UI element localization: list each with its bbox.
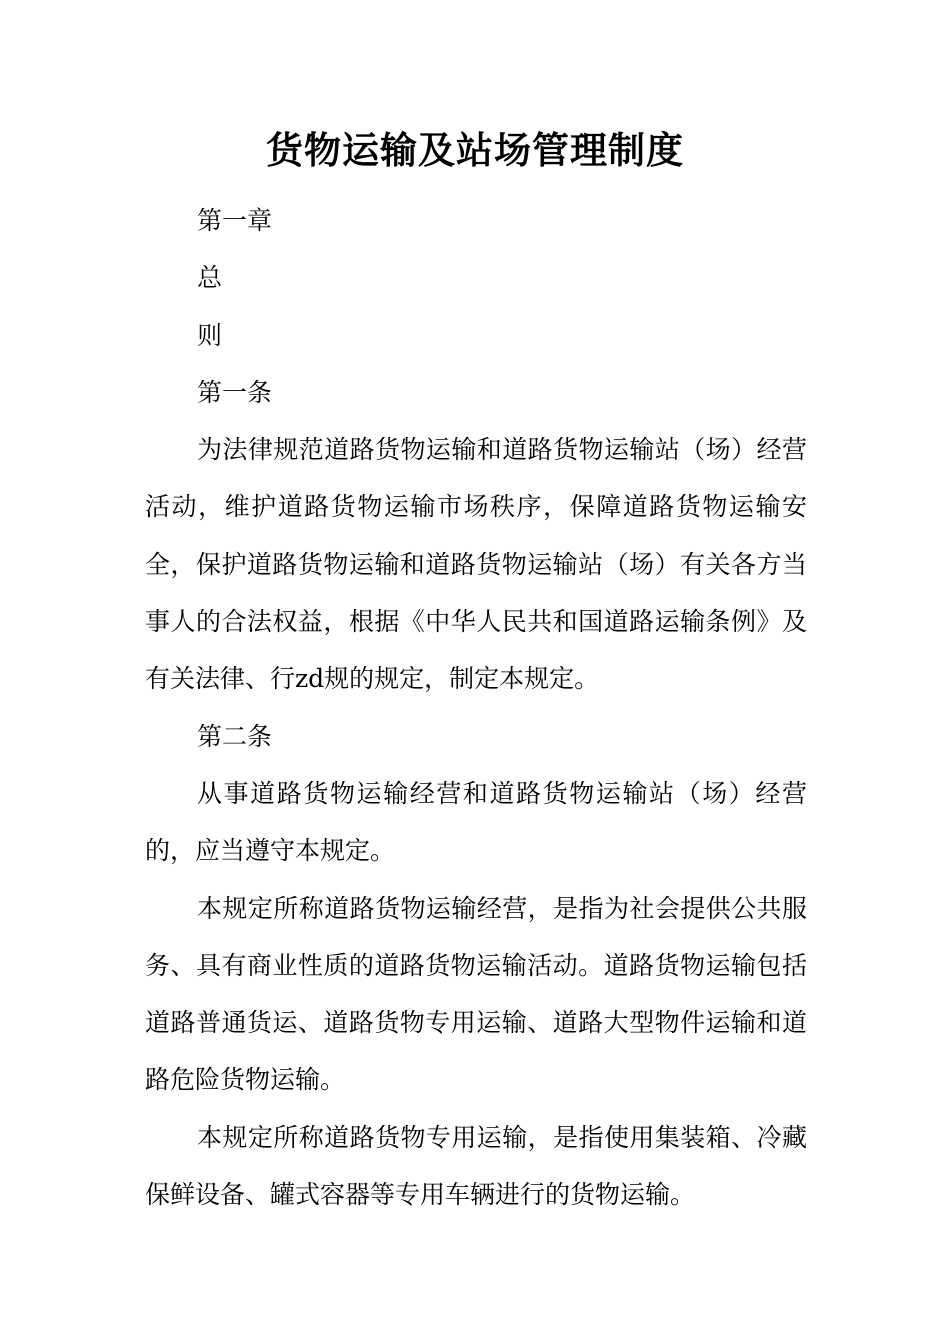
chapter-name-part-1: 总 <box>197 263 223 293</box>
article-2-paragraph-3: 本规定所称道路货物专用运输，是指使用集装箱、冷藏保鲜设备、罐式容器等专用车辆进行的货物运输。 <box>145 1122 807 1210</box>
article-heading-2: 第二条 <box>197 721 273 751</box>
article-heading-1: 第一条 <box>197 377 273 407</box>
article-1-paragraph: 为法律规范道路货物运输和道路货物运输站（场）经营活动，维护道路货物运输市场秩序，保障道路货物运输安全，保护道路货物运输和道路货物运输站（场）有关各方当事人的合法权益，根据《中华人民共和国道路运输条例》及有关法律、行zd规的规定，制定本规定。 <box>145 435 807 694</box>
document-body <box>145 192 807 1223</box>
chapter-name-part-2: 则 <box>197 320 223 350</box>
chapter-heading: 第一章 <box>197 206 273 235</box>
article-2-paragraph-1: 从事道路货物运输经营和道路货物运输站（场）经营的，应当遵守本规定。 <box>145 778 807 866</box>
document-title: 货物运输及站场管理制度 <box>266 128 684 172</box>
article-2-paragraph-2: 本规定所称道路货物运输经营，是指为社会提供公共服务、具有商业性质的道路货物运输活动。道路货物运输包括道路普通货运、道路货物专用运输、道路大型物件运输和道路危险货物运输。 <box>145 893 807 1095</box>
